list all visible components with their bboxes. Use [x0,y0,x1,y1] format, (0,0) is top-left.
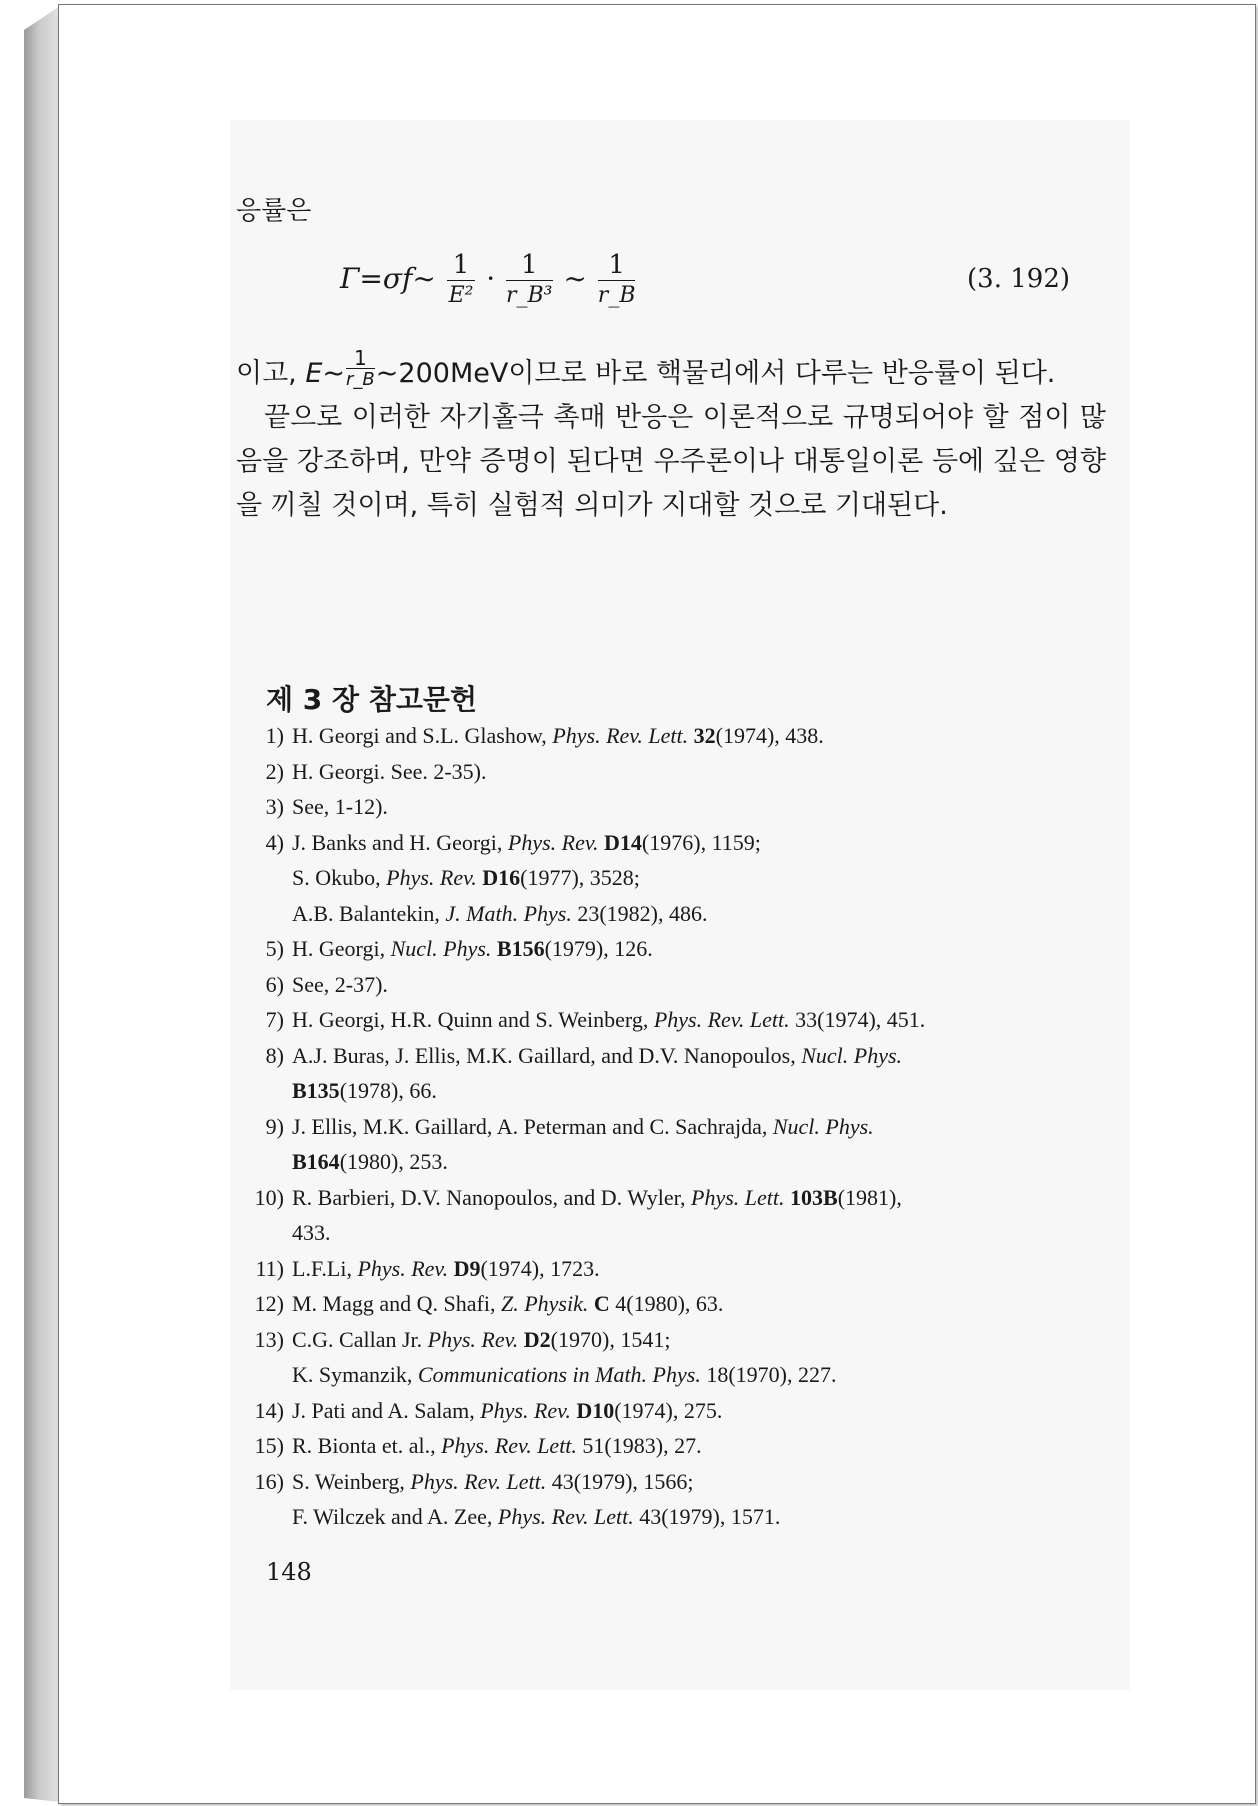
fraction-denominator: r_B³ [506,283,553,308]
reference-number: 14) [254,1397,284,1423]
equation-dot: · [486,262,496,295]
reference-number: 13) [254,1326,284,1352]
journal-name: Phys. Rev. [507,829,599,855]
citation-line [292,1428,1106,1464]
reference-item [236,1322,1106,1393]
citation-text: H. Georgi, [292,936,391,961]
citation-line [292,1073,1106,1109]
journal-name: Nucl. Phys. [801,1042,903,1068]
equation-lhs: Γ=σf∼ [340,262,436,295]
inline-fraction [346,348,375,391]
citation-line [292,1464,1106,1500]
citation-text: 33(1974), 451. [789,1007,926,1032]
citation-text: (1970), 1541; [550,1326,671,1352]
citation-text: H. Georgi. See. 2-35). [292,758,487,784]
citation-line [292,754,1106,790]
reference-citation [292,1251,1106,1287]
reference-number: 12) [254,1291,284,1316]
reference-number: 10) [254,1184,284,1210]
reference-list [236,718,1106,1535]
volume-number: C [593,1291,610,1316]
paragraph-2: 끝으로 이러한 자기홀극 촉매 반응은 이론적으로 규명되어야 할 점이 많음을 강조하며, 만약 증명이 된다면 우주론이나 대통일이론 등에 깊은 영향을 끼칠 것이며, 특히 실험적 의미가 지대할 것으로 기대된다. [236,402,1106,521]
citation-line [292,1215,1106,1251]
citation-text: See, 1-12). [292,794,388,819]
journal-name: Phys. Lett. [691,1184,785,1210]
reference-citation [292,967,1106,1003]
reference-item [236,967,1106,1003]
reference-citation [292,1109,1106,1180]
reference-citation [292,1180,1106,1251]
section-title: 제 3 장 참고문헌 [266,683,478,716]
citation-text: J. Banks and H. Georgi, [292,829,508,855]
reference-number: 15) [254,1433,284,1458]
citation-text: C.G. Callan Jr. [292,1326,428,1352]
journal-name: J. Math. Phys. [445,900,572,926]
citation-line [292,1109,1106,1145]
reference-number: 11) [255,1255,284,1281]
reference-item [236,1002,1106,1038]
citation-text: See, 2-37). [292,971,388,997]
citation-text: 433. [292,1220,331,1245]
citation-text: (1978), 66. [339,1078,437,1103]
citation-text: R. Barbieri, D.V. Nanopoulos, and D. Wyler, [292,1184,692,1210]
citation-text: 18(1970), 227. [700,1362,837,1387]
reference-citation [292,1464,1106,1535]
equation-fraction [506,250,553,311]
reference-number: 6) [265,971,284,997]
citation-text: S. Okubo, [292,865,387,890]
reference-number: 8) [265,1042,284,1068]
citation-line [292,967,1106,1003]
citation-text: (1974), 1723. [480,1255,600,1281]
citation-text: 51(1983), 27. [576,1433,702,1458]
reference-item [236,1393,1106,1429]
journal-name: Phys. Rev. [480,1397,571,1423]
citation-text: 4(1980), 63. [609,1291,724,1316]
fraction-denominator: r_B [346,369,375,390]
reference-number: 5) [265,936,284,961]
reference-citation [292,1038,1106,1109]
citation-line [292,860,1106,896]
reference-citation [292,825,1106,932]
reference-item [236,825,1106,932]
citation-text: (1974), 438. [715,723,824,748]
citation-line [292,1499,1106,1535]
journal-name: Nucl. Phys. [772,1113,874,1139]
citation-line [292,825,1106,861]
reference-citation [292,931,1106,967]
volume-number: B135 [292,1078,340,1103]
journal-name: Z. Physik. [500,1291,589,1316]
fraction-numerator: 1 [346,348,375,369]
reference-citation [292,1002,1106,1038]
reference-number: 2) [265,758,284,784]
equation-tilde: ∼ [563,262,587,295]
journal-name: Phys. Rev. [386,865,477,890]
paragraph-1 [236,346,1106,396]
fraction-denominator: r_B [597,283,636,308]
reference-number: 7) [265,1007,284,1032]
citation-line [292,896,1106,932]
page-number: 148 [266,1558,312,1586]
reference-citation [292,1428,1106,1464]
reference-number: 9) [265,1113,284,1139]
reference-item [236,1180,1106,1251]
reference-number: 16) [254,1468,284,1494]
citation-line [292,718,1106,754]
volume-number: 103B [790,1184,838,1210]
body-paragraphs [236,346,1106,528]
citation-text: A.J. Buras, J. Ellis, M.K. Gaillard, and D.V. Nanopoulos, [292,1042,802,1068]
reference-citation [292,718,1106,754]
citation-text: (1974), 275. [614,1397,723,1423]
volume-number: 32 [693,723,716,748]
journal-name: Phys. Rev. Lett. [552,723,689,748]
citation-line [292,931,1106,967]
volume-number: D10 [576,1397,615,1423]
citation-line [292,1322,1106,1358]
fraction-numerator: 1 [447,250,476,281]
reference-item [236,1286,1106,1322]
citation-text: R. Bionta et. al., [292,1433,442,1458]
reference-citation [292,754,1106,790]
journal-name: Phys. Rev. Lett. [410,1468,547,1494]
citation-text: K. Symanzik, [292,1362,418,1387]
reference-item [236,1251,1106,1287]
citation-text: (1981), [837,1184,902,1210]
volume-number: D14 [604,829,642,855]
citation-text: M. Magg and Q. Shafi, [292,1291,501,1316]
paragraph-1-start: 이고, [236,358,297,389]
reference-number: 4) [265,829,284,855]
citation-line [292,1180,1106,1216]
journal-name: Phys. Rev. [357,1255,449,1281]
reference-item [236,931,1106,967]
intro-text: 응률은 [236,196,312,226]
citation-line [292,1357,1106,1393]
citation-line [292,1002,1106,1038]
citation-text: 23(1982), 486. [571,900,708,926]
citation-text: J. Ellis, M.K. Gaillard, A. Peterman and C. Sachrajda, [292,1113,773,1139]
journal-name: Phys. Rev. Lett. [441,1433,577,1458]
volume-number: D16 [482,865,521,890]
citation-text: H. Georgi, H.R. Quinn and S. Weinberg, [292,1007,654,1032]
citation-line [292,1393,1106,1429]
citation-text: H. Georgi and S.L. Glashow, [292,723,553,748]
energy-symbol: E∼ [305,358,346,389]
citation-text: A.B. Balantekin, [292,900,446,926]
reference-item [236,789,1106,825]
citation-text: J. Pati and A. Salam, [292,1397,481,1423]
journal-name: Phys. Rev. [427,1326,519,1352]
citation-text: S. Weinberg, [292,1468,411,1494]
citation-text: (1980), 253. [339,1149,448,1174]
journal-name: Phys. Rev. Lett. [653,1007,790,1032]
reference-item [236,754,1106,790]
reference-number: 3) [265,794,284,819]
citation-text: F. Wilczek and A. Zee, [292,1504,498,1529]
journal-name: Communications in Math. Phys. [417,1362,701,1387]
citation-text: 43(1979), 1566; [546,1468,694,1494]
reference-citation [292,1322,1106,1393]
equation-fraction [598,250,636,311]
fraction-denominator: E² [448,283,474,308]
reference-item [236,1464,1106,1535]
journal-name: Nucl. Phys. [390,936,492,961]
equation-3-192 [340,250,1140,320]
reference-item [236,718,1106,754]
reference-citation [292,1393,1106,1429]
citation-text: L.F.Li, [292,1255,358,1281]
volume-number: D2 [523,1326,551,1352]
reference-number: 1) [265,723,284,748]
equation-number: (3. 192) [967,264,1070,294]
volume-number: B156 [496,936,545,961]
paragraph-1-rest: ∼200MeV이므로 바로 핵물리에서 다루는 반응률이 된다. [375,358,1056,389]
citation-text: (1976), 1159; [641,829,761,855]
reference-item [236,1428,1106,1464]
equation-fraction [447,250,476,311]
journal-name: Phys. Rev. Lett. [497,1504,634,1529]
citation-text: 43(1979), 1571. [633,1504,781,1529]
reference-citation [292,1286,1106,1322]
reference-item [236,1038,1106,1109]
volume-number: D9 [453,1255,481,1281]
citation-line [292,1144,1106,1180]
volume-number: B164 [292,1149,340,1174]
reference-citation [292,789,1106,825]
citation-line [292,1251,1106,1287]
book-spine [24,6,60,1802]
citation-text: (1979), 126. [544,936,653,961]
citation-line [292,789,1106,825]
fraction-numerator: 1 [506,250,553,281]
citation-line [292,1286,1106,1322]
reference-item [236,1109,1106,1180]
citation-text: (1977), 3528; [520,865,640,890]
fraction-numerator: 1 [598,250,636,281]
citation-line [292,1038,1106,1074]
